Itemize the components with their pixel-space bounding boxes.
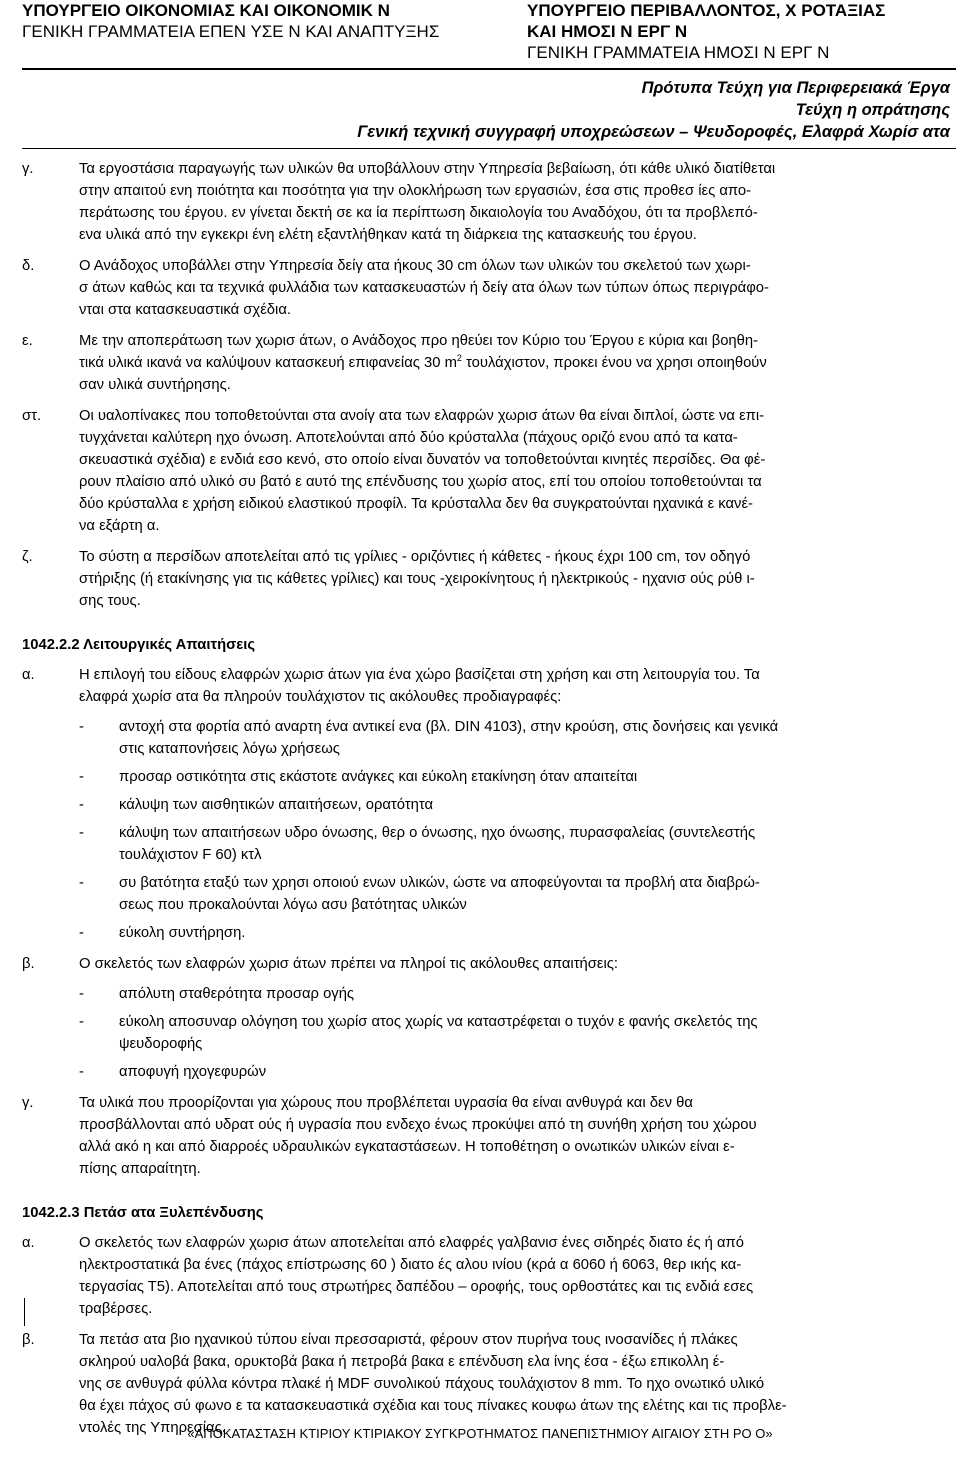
paragraph-line: στην απαιτού ενη ποιότητα και ποσότητα για την ολοκλήρωση των εργασιών, έσα στις προθεσ ίες απο- xyxy=(79,183,752,199)
list-marker: δ. xyxy=(22,258,35,274)
list-item-delta xyxy=(22,255,960,321)
paragraph-line: αποφυγή ηχογεφυρών xyxy=(119,1064,267,1080)
subheader-line-1: Πρότυπα Τεύχη για Περιφερειακά Έργα xyxy=(641,79,950,97)
list-marker: γ. xyxy=(22,161,34,177)
paragraph-line: νται στα κατασκευαστικά σχέδια. xyxy=(79,302,291,318)
paragraph-line: απόλυτη σταθερότητα προσαρ ογής xyxy=(119,986,355,1002)
paragraph-line: Τα υλικά που προορίζονται για χώρους που προβλέπεται υγρασία θα είναι ανθυγρά και δεν θα xyxy=(79,1095,693,1111)
header-right-title-1: ΥΠΟΥΡΓΕΙΟ ΠΕΡΙΒΑΛΛΟΝΤΟΣ, Χ ΡΟΤΑΞΙΑΣ xyxy=(527,1,886,20)
paragraph-line: θα έχει πάχος σύ φωνο ε τα κατασκευαστικά σχέδια και τους πίνακες κουφω άτων της ελέτης και τις προβλε- xyxy=(79,1398,787,1414)
dash-list-item: - απόλυτη σταθερότητα προσαρ ογής xyxy=(79,983,960,1005)
dash-list-item: - κάλυψη των απαιτήσεων υδρο όνωσης, θερ ο όνωσης, ηχο όνωσης, πυρασφαλείας (συντελεστής τουλάχιστον F 60) κτλ xyxy=(79,822,960,866)
list-marker: β. xyxy=(22,1332,35,1348)
paragraph-line: σεως που προκαλούνται λόγω ασυ βατότητας υλικών xyxy=(119,897,467,913)
document-body xyxy=(22,158,960,1439)
paragraph-line: νης σε ανθυγρά φύλλα κόντρα πλακέ ή MDF συνολικού πάχους τουλάχιστον 8 mm. Το ηχο ονωτικό υλικό xyxy=(79,1376,765,1392)
paragraph-line: ενα υλικά από την εγκεκρι ένη ελέτη εξαντλήθηκαν κατά τη διάρκεια της κατασκευής του έργου. xyxy=(79,227,697,243)
superscript: 2 xyxy=(456,353,462,364)
header-left-subtitle: ΓΕΝΙΚΗ ΓΡΑΜΜΑΤΕΙΑ ΕΠΕΝ ΥΣΕ Ν ΚΑΙ ΑΝΑΠΤΥΞΗΣ xyxy=(22,22,440,41)
paragraph-line: τραβέρσες. xyxy=(79,1301,153,1317)
paragraph-line: ρουν πλαίσιο από υλικό συ βατό ε αυτό της επένδυσης του χωρίσ ατος, επί του οποίου τοποθετούνται τα xyxy=(79,474,762,490)
dash-list-item: - κάλυψη των αισθητικών απαιτήσεων, ορατότητα xyxy=(79,794,960,816)
paragraph-line: προσβάλλονται από υδρατ ούς ή υγρασία που ενδεχο ένως προκύψει από τη συνήθη χρήση του χώρου xyxy=(79,1117,757,1133)
list-marker: ζ. xyxy=(22,549,33,565)
list-item-alpha-2 xyxy=(22,1232,960,1320)
paragraph-line: δύο κρύσταλλα ε χρήση ειδικού ελαστικού προφίλ. Τα κρύσταλλα δεν θα συγκρατούνται ηχανικά ε κανέ- xyxy=(79,496,753,512)
paragraph-line: στήριξης (ή ετακίνησης για τις κάθετες γρίλιες) και τους -χειροκίνητους ή ηλεκτρικούς - ηχανισ ούς ρύθ ι- xyxy=(79,571,755,587)
paragraph-line: Οι υαλοπίνακες που τοποθετούνται στα ανοίγ ατα των ελαφρών χωρισ άτων θα είναι διπλοί, ώστε να επι- xyxy=(79,408,765,424)
paragraph-line: τεργασίας Τ5). Αποτελείται από τους στρωτήρες δαπέδου – οροφής, τους ορθοστάτες και τις ενδιά εσες xyxy=(79,1279,754,1295)
paragraph-line: ντολές της Υπηρεσίας. xyxy=(79,1420,226,1436)
paragraph-line: αντοχή στα φορτία από αναρτη ένα αντικεί ενα (βλ. DIN 4103), στην κρούση, στις δονήσεις και γενικά xyxy=(119,719,779,735)
paragraph-line: Τα εργοστάσια παραγωγής των υλικών θα υποβάλλουν στην Υπηρεσία βεβαίωση, ότι κάθε υλικό διατίθεται xyxy=(79,161,776,177)
paragraph-line: Με την αποπεράτωση των χωρισ άτων, ο Ανάδοχος προ ηθεύει τον Κύριο του Έργου ε κύρια και βοηθη- xyxy=(79,333,759,349)
paragraph-line xyxy=(79,352,960,374)
paragraph-line: κάλυψη των αισθητικών απαιτήσεων, ορατότητα xyxy=(119,797,434,813)
dash-list-item: - αποφυγή ηχογεφυρών xyxy=(79,1061,960,1083)
list-marker: στ. xyxy=(22,408,42,424)
paragraph-line: Ο σκελετός των ελαφρών χωρισ άτων αποτελείται από ελαφρές γαλβανισ ένες σιδηρές διατο ές ή από xyxy=(79,1235,744,1251)
paragraph-line: τυγχάνεται καλύτερη ηχο όνωση. Αποτελούνται από δύο κρύσταλλα (πάχους οριζό ενου από τα κατα- xyxy=(79,430,738,446)
dash-list-item: - εύκολη αποσυναρ ολόγηση του χωρίσ ατος χωρίς να καταστρέφεται ο τυχόν ε φανής σκελετός της ψευδοροφής xyxy=(79,1011,960,1055)
paragraph-line: να εξάρτη α. xyxy=(79,518,160,534)
header-rule xyxy=(22,68,956,70)
paragraph-line: σκληρού υαλοβά βακα, ορυκτοβά βακα ή πετροβά βακα ε επένδυση ελα ίνης έσα - έξω επικολλη έ- xyxy=(79,1354,725,1370)
section-heading: 1042.2.3 Πετάσ ατα Ξυλεπένδυσης xyxy=(22,1205,264,1221)
paragraph-line: ελαφρά χωρίσ ατα θα πληρούν τουλάχιστον τις ακόλουθες προδιαγραφές: xyxy=(79,689,562,705)
dash-list-item: - εύκολη συντήρηση. xyxy=(79,922,960,944)
text-run: τικά υλικά ικανά να καλύψουν κατασκευή επιφανείας 30 m xyxy=(79,355,457,371)
list-item-zeta xyxy=(22,546,960,612)
paragraph-line: σης τους. xyxy=(79,593,141,609)
list-marker: β. xyxy=(22,956,35,972)
page-footer: «ΑΠΟΚΑΤΑΣΤΑΣΗ ΚΤΙΡΙΟΥ ΚΤΙΡΙΑΚΟΥ ΣΥΓΚΡΟΤΗΜΑΤΟΣ ΠΑΝΕΠΙΣΤΗΜΙΟΥ ΑΙΓΑΙΟΥ ΣΤΗ ΡΟ Ο» xyxy=(187,1426,773,1441)
paragraph-line: Το σύστη α περσίδων αποτελείται από τις γρίλιες - οριζόντιες ή κάθετες - ήκους έχρι 100 cm, τον οδηγό xyxy=(79,549,751,565)
paragraph-line: τουλάχιστον F 60) κτλ xyxy=(119,847,262,863)
paragraph-line: ηλεκτροστατικά βα ένες (πάχος επίστρωσης 60 ) διατο ές αλου ινίου (κρά α 6060 ή 6063, θερ ικής κα- xyxy=(79,1257,742,1273)
list-marker: α. xyxy=(22,1235,35,1251)
subheader-line-3: Γενική τεχνική συγγραφή υποχρεώσεων – Ψευδοροφές, Ελαφρά Χωρίσ ατα xyxy=(357,123,950,141)
section-heading: 1042.2.2 Λειτουργικές Απαιτήσεις xyxy=(22,637,256,653)
list-marker: γ. xyxy=(22,1095,34,1111)
subheader-line-2: Τεύχη η οπράτησης xyxy=(795,101,950,119)
subheader-rule xyxy=(22,148,956,149)
dash-list-item: - αντοχή στα φορτία από αναρτη ένα αντικεί ενα (βλ. DIN 4103), στην κρούση, στις δονήσεις και γενικά στις καταπονήσεις λόγω χρήσεως xyxy=(79,716,960,760)
paragraph-line: Η επιλογή του είδους ελαφρών χωρισ άτων για ένα χώρο βασίζεται στη χρήση και στη λειτουργία του. Τα xyxy=(79,667,760,683)
header-right xyxy=(527,0,885,63)
paragraph-line: αλλά ακό η και από διαρροές υδραυλικών εγκαταστάσεων. Η τοποθέτηση ο ονωτικών υλικών είναι ε- xyxy=(79,1139,735,1155)
list-marker: α. xyxy=(22,667,35,683)
list-item-stigma xyxy=(22,405,960,537)
paragraph-line: περάτωσης του έργου. εν γίνεται δεκτή σε κα ία περίπτωση δικαιολογία του Αναδόχου, ότι τα προβλεπό- xyxy=(79,205,758,221)
list-item-beta xyxy=(22,953,960,1083)
paragraph-line: προσαρ οστικότητα στις εκάστοτε ανάγκες και εύκολη ετακίνηση όταν απαιτείται xyxy=(119,769,638,785)
text-run: τουλάχιστον, προκει ένου να χρησι οποιηθούν xyxy=(461,355,767,371)
paragraph-line: πίσης απαραίτητη. xyxy=(79,1161,201,1177)
list-item-beta-2 xyxy=(22,1329,960,1439)
paragraph-line: σκευαστικά σχέδια) ε ενδιά εσο κενό, στο οποίο είναι δυνατόν να τοποθετούνται κινητές περσίδες. Θα φέ- xyxy=(79,452,766,468)
revision-bar xyxy=(24,1298,25,1326)
list-item-alpha xyxy=(22,664,960,944)
paragraph-line: εύκολη αποσυναρ ολόγηση του χωρίσ ατος χωρίς να καταστρέφεται ο τυχόν ε φανής σκελετός της xyxy=(119,1014,758,1030)
dash-list-item: - προσαρ οστικότητα στις εκάστοτε ανάγκες και εύκολη ετακίνηση όταν απαιτείται xyxy=(79,766,960,788)
header-right-title-2: ΚΑΙ ΗΜΟΣΙ Ν ΕΡΓ Ν xyxy=(527,22,688,41)
paragraph-line: στις καταπονήσεις λόγω χρήσεως xyxy=(119,741,340,757)
paragraph-line: Ο Ανάδοχος υποβάλλει στην Υπηρεσία δείγ ατα ήκους 30 cm όλων των υλικών του σκελετού των χωρι- xyxy=(79,258,751,274)
paragraph-line: σαν υλικά συντήρησης. xyxy=(79,377,231,393)
paragraph-line: συ βατότητα εταξύ των χρησι οποιού ενων υλικών, ώστε να αποφεύγονται τα προβλή ατα διαβρώ- xyxy=(119,875,760,891)
paragraph-line: σ άτων καθώς και τα τεχνικά φυλλάδια των κατασκευαστών ή δείγ ατα όλων των τύπων όπως περιγράφο- xyxy=(79,280,769,296)
dash-list-item: - συ βατότητα εταξύ των χρησι οποιού ενων υλικών, ώστε να αποφεύγονται τα προβλή ατα διαβρώ- σεως που προκαλούνται λόγω ασυ βατότητας υλικών xyxy=(79,872,960,916)
page-header xyxy=(0,0,960,70)
list-item-epsilon xyxy=(22,330,960,396)
paragraph-line: εύκολη συντήρηση. xyxy=(119,925,246,941)
paragraph-line: Ο σκελετός των ελαφρών χωρισ άτων πρέπει να πληροί τις ακόλουθες απαιτήσεις: xyxy=(79,956,619,972)
header-right-subtitle: ΓΕΝΙΚΗ ΓΡΑΜΜΑΤΕΙΑ ΗΜΟΣΙ Ν ΕΡΓ Ν xyxy=(527,43,830,62)
paragraph-line: κάλυψη των απαιτήσεων υδρο όνωσης, θερ ο όνωσης, ηχο όνωσης, πυρασφαλείας (συντελεστής xyxy=(119,825,756,841)
list-item-gamma-2 xyxy=(22,1092,960,1180)
list-item-gamma xyxy=(22,158,960,246)
header-left xyxy=(22,0,439,42)
list-marker: ε. xyxy=(22,333,33,349)
paragraph-line: Τα πετάσ ατα βιο ηχανικού τύπου είναι πρεσσαριστά, φέρουν στον πυρήνα τους ινοσανίδες ή πλάκες xyxy=(79,1332,738,1348)
paragraph-line: ψευδοροφής xyxy=(119,1036,203,1052)
header-left-title: ΥΠΟΥΡΓΕΙΟ ΟΙΚΟΝΟΜΙΑΣ ΚΑΙ ΟΙΚΟΝΟΜΙΚ Ν xyxy=(22,1,390,20)
